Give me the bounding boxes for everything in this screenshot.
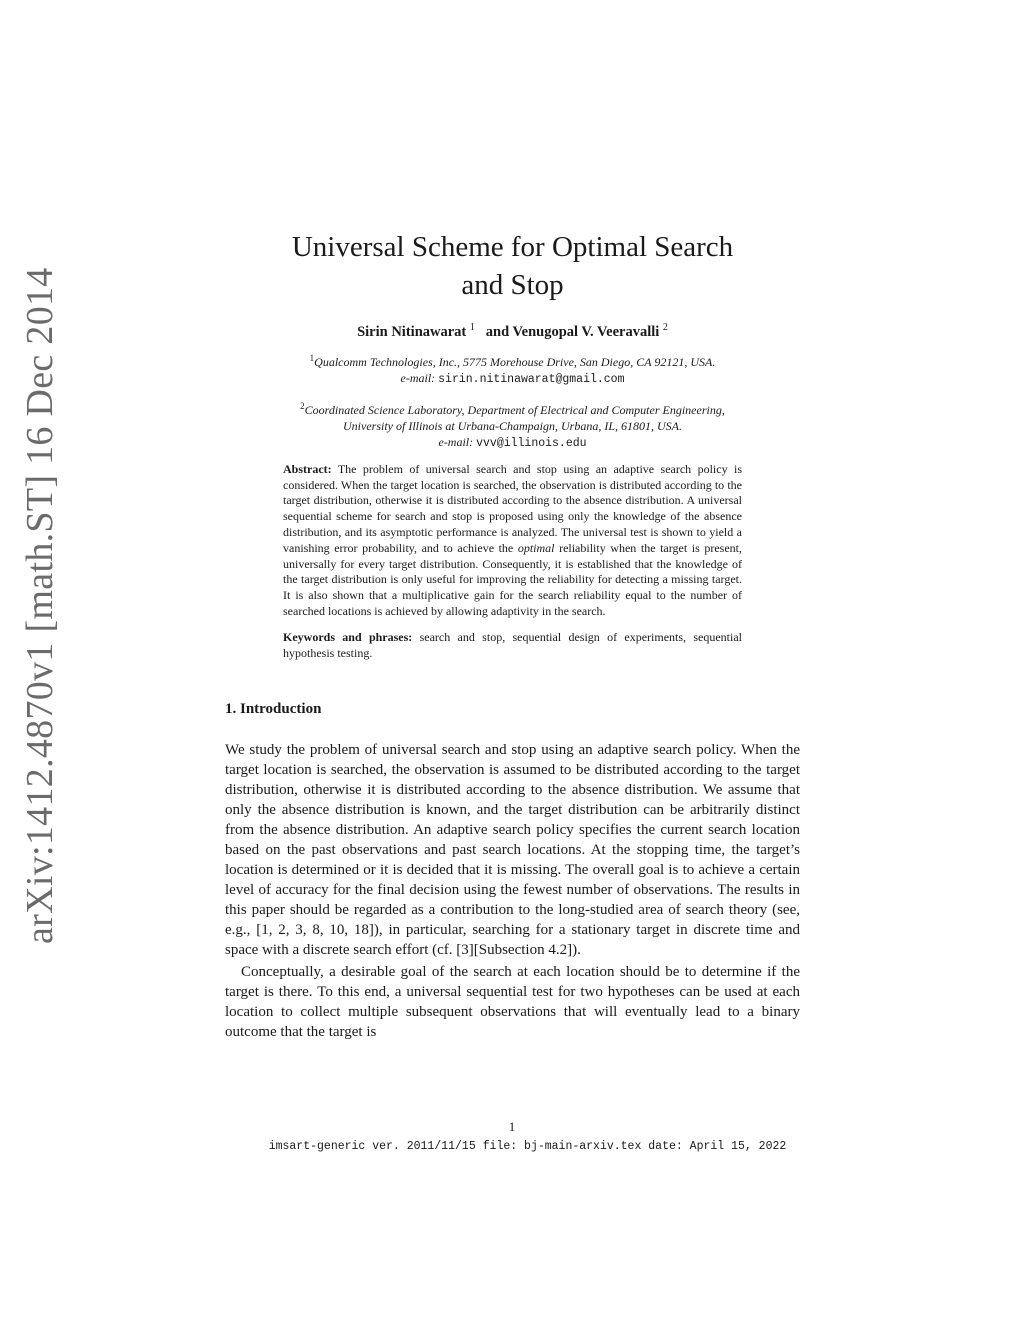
affiliation-1 <box>225 350 800 388</box>
intro-paragraph-2: Conceptually, a desirable goal of the search at each location should be to determine if the target is there. To this end, a universal sequential test for two hypotheses can be used at each location to collect multiple subsequent observations that will eventually lead to a binary outcome that the target is <box>225 964 800 1041</box>
affil-2-text-line-1: Coordinated Science Laboratory, Department of Electrical and Computer Engineering, <box>304 402 725 417</box>
keywords-text: search and stop, sequential design of experiments, sequential hypothesis testing. <box>283 629 742 660</box>
paper-title <box>225 228 800 304</box>
abstract-text-part-1: The problem of universal search and stop using an adaptive search policy is considered. When the target location is searched, the observation is distributed according to the target distribution, otherwise it is distributed according to the absence distribution. A universal sequential scheme for search and stop is proposed using only the knowledge of the absence distribution, and its asymptotic performance is analyzed. The universal test is shown to yield a vanishing error probability, and to achieve the <box>283 461 742 555</box>
title-line-2: and Stop <box>461 269 564 301</box>
affiliation-2 <box>225 398 800 452</box>
author-2-affil-mark: 2 <box>662 322 668 333</box>
affil-2-email-label: e-mail: <box>438 434 474 449</box>
introduction-body <box>225 740 800 1042</box>
title-line-1: Universal Scheme for Optimal Search <box>291 231 734 263</box>
abstract-emphasis: optimal <box>517 540 555 555</box>
affil-1-text: Qualcomm Technologies, Inc., 5775 Morehouse Drive, San Diego, CA 92121, USA. <box>314 354 716 369</box>
section-heading-introduction: 1. Introduction <box>225 701 322 718</box>
abstract-text-part-2: reliability when the target is present, universally for every target distribution. Consequently, it is established that the knowledge of the target distribution is only useful for improving the reliability for detecting a missing target. It is also shown that a multiplicative gain for the search reliability equal to the number of searched locations is achieved by allowing adaptivity in the search. <box>283 540 742 618</box>
author-1-affil-mark: 1 <box>469 322 475 333</box>
affil-1-mark: 1 <box>309 352 315 363</box>
paper-page <box>225 228 800 1042</box>
author-2: and Venugopal V. Veeravalli <box>485 323 660 340</box>
affil-2-mark: 2 <box>300 400 305 411</box>
author-list <box>225 322 800 341</box>
page-number: 1 <box>508 1119 516 1134</box>
affil-2-text-line-2: University of Illinois at Urbana-Champaign, Urbana, IL, 61801, USA. <box>343 418 682 433</box>
affil-2-email[interactable]: vvv@illinois.edu <box>476 436 587 450</box>
keywords-label: Keywords and phrases: <box>283 629 413 644</box>
keywords <box>283 630 742 662</box>
abstract-label: Abstract: <box>283 461 332 476</box>
document-footer: imsart-generic ver. 2011/11/15 file: bj-main-arxiv.tex date: April 15, 2022 <box>268 1140 787 1153</box>
abstract <box>283 462 742 620</box>
affil-1-email[interactable]: sirin.nitinawarat@gmail.com <box>438 372 625 386</box>
author-1: Sirin Nitinawarat <box>357 323 467 340</box>
affil-1-email-label: e-mail: <box>400 370 436 385</box>
intro-paragraph-1: We study the problem of universal search and stop using an adaptive search policy. When the target location is searched, the observation is assumed to be distributed according to the target distribution, otherwise it is distributed according to the absence distribution. We assume that only the absence distribution is known, and the target distribution can be arbitrarily distinct from the absence distribution. An adaptive search policy specifies the current search location based on the past observations and past search locations. At the stopping time, the target’s location is determined or it is decided that it is missing. The overall goal is to achieve a certain level of accuracy for the final decision using the fewest number of observations. The results in this paper should be regarded as a contribution to the long-studied area of search theory (see, e.g., [1, 2, 3, 8, 10, 18]), in particular, searching for a stationary target in discrete time and space with a discrete search effort (cf. [3][Subsection 4.2]). <box>225 742 800 959</box>
arxiv-identifier-stamp: arXiv:1412.4870v1 [math.ST] 16 Dec 2014 <box>19 267 61 944</box>
